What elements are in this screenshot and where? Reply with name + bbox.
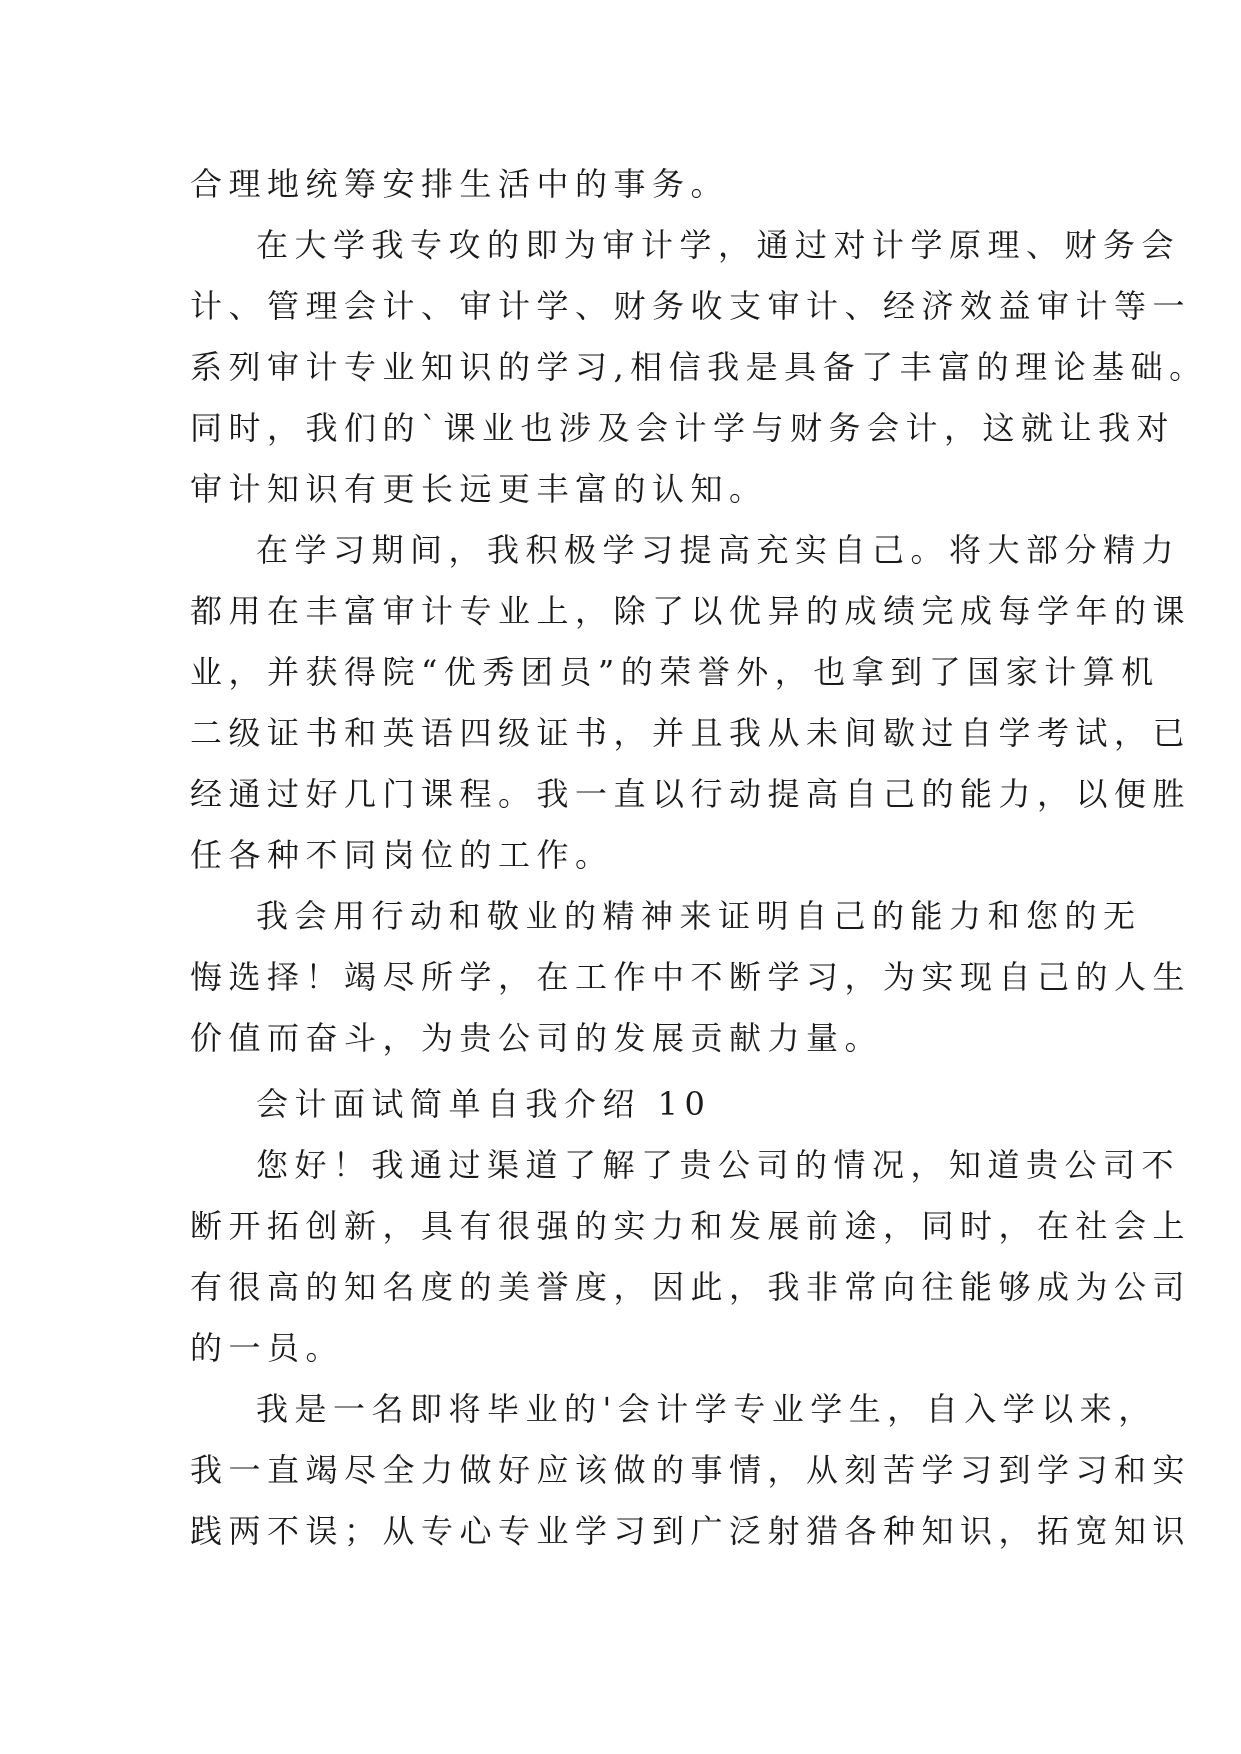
text-line: 断开拓创新，具有很强的实力和发展前途，同时，在社会上	[190, 1207, 1192, 1245]
body-text-lower	[190, 1074, 1192, 1562]
section-heading: 会计面试简单自我介绍 10	[256, 1085, 712, 1123]
paragraph-first-line: 我会用行动和敬业的精神来证明自己的能力和您的无	[256, 897, 1142, 935]
text-line: 同时，我们的`课业也涉及会计学与财务会计，这就让我对	[190, 409, 1176, 447]
paragraph-first-line: 我是一名即将毕业的'会计学专业学生，自入学以来，	[256, 1390, 1157, 1428]
text-line: 我一直竭尽全力做好应该做的事情，从刻苦学习到学习和实	[190, 1451, 1192, 1489]
text-line: 有很高的知名度的美誉度，因此，我非常向往能够成为公司	[190, 1268, 1192, 1306]
text-line: 业，并获得院“优秀团员”的荣誉外，也拿到了国家计算机	[190, 653, 1160, 691]
text-line: 的一员。	[190, 1329, 345, 1367]
text-line: 经通过好几门课程。我一直以行动提高自己的能力，以便胜	[190, 775, 1192, 813]
text-line: 价值而奋斗，为贵公司的发展贡献力量。	[190, 1019, 884, 1057]
text-line: 计、管理会计、审计学、财务收支审计、经济效益审计等一	[190, 287, 1192, 325]
text-line: 任各种不同岗位的工作。	[190, 836, 614, 874]
body-text-upper	[190, 154, 1208, 1069]
text-line: 践两不误；从专心专业学习到广泛射猎各种知识，拓宽知识	[190, 1512, 1192, 1550]
text-line: 审计知识有更长远更丰富的认知。	[190, 470, 768, 508]
text-line: 二级证书和英语四级证书，并且我从未间歇过自学考试，已	[190, 714, 1192, 752]
text-line: 合理地统筹安排生活中的事务。	[190, 165, 730, 203]
text-line: 系列审计专业知识的学习,相信我是具备了丰富的理论基础。	[190, 348, 1208, 386]
paragraph-first-line: 在大学我专攻的即为审计学，通过对计学原理、财务会	[256, 226, 1181, 264]
paragraph-first-line: 在学习期间，我积极学习提高充实自己。将大部分精力	[256, 531, 1181, 569]
text-line: 都用在丰富审计专业上，除了以优异的成绩完成每学年的课	[190, 592, 1192, 630]
paragraph-first-line: 您好！我通过渠道了解了贵公司的情况，知道贵公司不	[256, 1146, 1181, 1184]
text-line: 悔选择！竭尽所学，在工作中不断学习，为实现自己的人生	[190, 958, 1192, 996]
